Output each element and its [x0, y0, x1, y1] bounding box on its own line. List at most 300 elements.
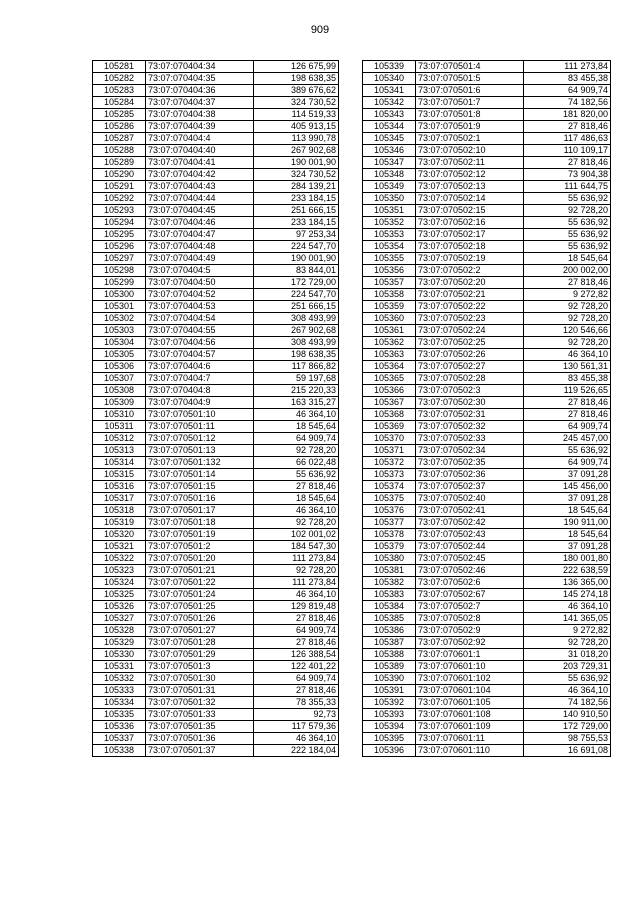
row-number-cell: 105378	[363, 529, 416, 541]
value-cell: 18 545,64	[524, 529, 611, 541]
row-number-cell: 105301	[93, 301, 146, 313]
row-number-cell: 105375	[363, 493, 416, 505]
value-cell: 16 691,08	[524, 745, 611, 757]
table-row	[93, 565, 339, 577]
table-row	[363, 373, 611, 385]
cadastral-number-cell: 73:07:070501:32	[146, 697, 254, 709]
value-cell: 251 666,15	[254, 205, 339, 217]
table-row	[93, 721, 339, 733]
row-number-cell: 105374	[363, 481, 416, 493]
value-cell: 203 729,31	[524, 661, 611, 673]
table-row	[363, 445, 611, 457]
value-cell: 18 545,64	[524, 253, 611, 265]
cadastral-number-cell: 73:07:070404:41	[146, 157, 254, 169]
value-cell: 130 561,31	[524, 361, 611, 373]
cadastral-number-cell: 73:07:070404:38	[146, 109, 254, 121]
cadastral-number-cell: 73:07:070501:36	[146, 733, 254, 745]
value-cell: 405 913,15	[254, 121, 339, 133]
value-cell: 64 909,74	[524, 457, 611, 469]
row-number-cell: 105313	[93, 445, 146, 457]
value-cell: 324 730,52	[254, 169, 339, 181]
table-row	[363, 241, 611, 253]
table-row	[93, 601, 339, 613]
row-number-cell: 105336	[93, 721, 146, 733]
table-row	[363, 289, 611, 301]
table-row	[93, 169, 339, 181]
row-number-cell: 105285	[93, 109, 146, 121]
table-row	[363, 745, 611, 757]
row-number-cell: 105382	[363, 577, 416, 589]
table-row	[93, 673, 339, 685]
row-number-cell: 105304	[93, 337, 146, 349]
value-cell: 31 018,20	[524, 649, 611, 661]
value-cell: 111 644,75	[524, 181, 611, 193]
value-cell: 9 272,82	[524, 289, 611, 301]
cadastral-number-cell: 73:07:070404:8	[146, 385, 254, 397]
value-cell: 92 728,20	[524, 637, 611, 649]
value-cell: 190 911,00	[524, 517, 611, 529]
row-number-cell: 105319	[93, 517, 146, 529]
row-number-cell: 105355	[363, 253, 416, 265]
cadastral-number-cell: 73:07:070502:31	[416, 409, 524, 421]
table-row	[363, 529, 611, 541]
table-row	[93, 61, 339, 73]
cadastral-number-cell: 73:07:070502:3	[416, 385, 524, 397]
value-cell: 145 274,18	[524, 589, 611, 601]
value-cell: 37 091,28	[524, 469, 611, 481]
value-cell: 27 818,46	[524, 397, 611, 409]
value-cell: 59 197,68	[254, 373, 339, 385]
table-row	[93, 85, 339, 97]
cadastral-number-cell: 73:07:070502:15	[416, 205, 524, 217]
table-row	[363, 229, 611, 241]
table-row	[93, 613, 339, 625]
value-cell: 9 272,82	[524, 625, 611, 637]
row-number-cell: 105314	[93, 457, 146, 469]
cadastral-number-cell: 73:07:070501:16	[146, 493, 254, 505]
table-row	[93, 529, 339, 541]
value-cell: 267 902,68	[254, 325, 339, 337]
value-cell: 117 579,36	[254, 721, 339, 733]
row-number-cell: 105380	[363, 553, 416, 565]
cadastral-number-cell: 73:07:070501:17	[146, 505, 254, 517]
cadastral-number-cell: 73:07:070502:16	[416, 217, 524, 229]
row-number-cell: 105377	[363, 517, 416, 529]
row-number-cell: 105395	[363, 733, 416, 745]
value-cell: 74 182,56	[524, 697, 611, 709]
table-row	[363, 97, 611, 109]
cadastral-number-cell: 73:07:070404:5	[146, 265, 254, 277]
table-row	[363, 649, 611, 661]
row-number-cell: 105306	[93, 361, 146, 373]
row-number-cell: 105294	[93, 217, 146, 229]
row-number-cell: 105351	[363, 205, 416, 217]
value-cell: 92 728,20	[254, 565, 339, 577]
value-cell: 55 636,92	[524, 445, 611, 457]
value-cell: 83 455,38	[524, 73, 611, 85]
page-number: 909	[310, 24, 330, 36]
row-number-cell: 105295	[93, 229, 146, 241]
table-row	[93, 325, 339, 337]
cadastral-number-cell: 73:07:070502:67	[416, 589, 524, 601]
value-cell: 92 728,20	[524, 301, 611, 313]
value-cell: 92 728,20	[524, 337, 611, 349]
table-row	[93, 577, 339, 589]
table-row	[363, 721, 611, 733]
value-cell: 389 676,62	[254, 85, 339, 97]
cadastral-number-cell: 73:07:070502:32	[416, 421, 524, 433]
value-cell: 324 730,52	[254, 97, 339, 109]
cadastral-number-cell: 73:07:070404:39	[146, 121, 254, 133]
table-row	[93, 709, 339, 721]
table-row	[363, 193, 611, 205]
row-number-cell: 105303	[93, 325, 146, 337]
value-cell: 119 526,65	[524, 385, 611, 397]
row-number-cell: 105291	[93, 181, 146, 193]
cadastral-number-cell: 73:07:070502:46	[416, 565, 524, 577]
value-cell: 198 638,35	[254, 73, 339, 85]
table-row	[93, 193, 339, 205]
value-cell: 78 355,33	[254, 697, 339, 709]
row-number-cell: 105339	[363, 61, 416, 73]
row-number-cell: 105308	[93, 385, 146, 397]
cadastral-number-cell: 73:07:070404:53	[146, 301, 254, 313]
value-cell: 66 022,48	[254, 457, 339, 469]
table-row	[93, 277, 339, 289]
table-row	[363, 421, 611, 433]
cadastral-number-cell: 73:07:070404:36	[146, 85, 254, 97]
value-cell: 141 365,05	[524, 613, 611, 625]
row-number-cell: 105322	[93, 553, 146, 565]
cadastral-number-cell: 73:07:070501:4	[416, 61, 524, 73]
value-cell: 97 253,34	[254, 229, 339, 241]
value-cell: 46 364,10	[524, 601, 611, 613]
table-row	[93, 349, 339, 361]
cadastral-number-cell: 73:07:070502:30	[416, 397, 524, 409]
table-row	[363, 277, 611, 289]
value-cell: 64 909,74	[254, 433, 339, 445]
value-cell: 46 364,10	[254, 409, 339, 421]
row-number-cell: 105302	[93, 313, 146, 325]
cadastral-number-cell: 73:07:070501:21	[146, 565, 254, 577]
table-row	[363, 517, 611, 529]
cadastral-number-cell: 73:07:070502:28	[416, 373, 524, 385]
cadastral-number-cell: 73:07:070501:20	[146, 553, 254, 565]
value-cell: 136 365,00	[524, 577, 611, 589]
cadastral-number-cell: 73:07:070501:13	[146, 445, 254, 457]
cadastral-number-cell: 73:07:070502:1	[416, 133, 524, 145]
row-number-cell: 105396	[363, 745, 416, 757]
table-row	[363, 661, 611, 673]
cadastral-number-cell: 73:07:070404:46	[146, 217, 254, 229]
row-number-cell: 105324	[93, 577, 146, 589]
row-number-cell: 105343	[363, 109, 416, 121]
value-cell: 140 910,50	[524, 709, 611, 721]
table-row	[363, 217, 611, 229]
row-number-cell: 105350	[363, 193, 416, 205]
row-number-cell: 105283	[93, 85, 146, 97]
value-cell: 190 001,90	[254, 157, 339, 169]
cadastral-number-cell: 73:07:070502:37	[416, 481, 524, 493]
cadastral-number-cell: 73:07:070501:18	[146, 517, 254, 529]
table-row	[93, 253, 339, 265]
value-cell: 55 636,92	[524, 673, 611, 685]
cadastral-number-cell: 73:07:070404:54	[146, 313, 254, 325]
row-number-cell: 105354	[363, 241, 416, 253]
table-row	[93, 493, 339, 505]
row-number-cell: 105348	[363, 169, 416, 181]
table-row	[363, 553, 611, 565]
row-number-cell: 105344	[363, 121, 416, 133]
value-cell: 46 364,10	[254, 733, 339, 745]
table-row	[363, 397, 611, 409]
row-number-cell: 105369	[363, 421, 416, 433]
table-row	[363, 457, 611, 469]
cadastral-number-cell: 73:07:070501:7	[416, 97, 524, 109]
cadastral-number-cell: 73:07:070501:26	[146, 613, 254, 625]
table-row	[93, 589, 339, 601]
table-row	[363, 337, 611, 349]
table-row	[93, 121, 339, 133]
value-cell: 27 818,46	[254, 613, 339, 625]
table-row	[93, 445, 339, 457]
table-row	[93, 433, 339, 445]
cadastral-number-cell: 73:07:070404:48	[146, 241, 254, 253]
value-cell: 111 273,84	[254, 553, 339, 565]
table-row	[363, 181, 611, 193]
row-number-cell: 105371	[363, 445, 416, 457]
row-number-cell: 105359	[363, 301, 416, 313]
row-number-cell: 105379	[363, 541, 416, 553]
table-row	[363, 145, 611, 157]
table-row	[363, 589, 611, 601]
cadastral-number-cell: 73:07:070502:10	[416, 145, 524, 157]
table-row	[93, 637, 339, 649]
cadastral-number-cell: 73:07:070404:45	[146, 205, 254, 217]
value-cell: 129 819,48	[254, 601, 339, 613]
row-number-cell: 105315	[93, 469, 146, 481]
value-cell: 110 109,17	[524, 145, 611, 157]
cadastral-number-cell: 73:07:070404:4	[146, 133, 254, 145]
cadastral-number-cell: 73:07:070501:29	[146, 649, 254, 661]
cadastral-number-cell: 73:07:070502:23	[416, 313, 524, 325]
cadastral-number-cell: 73:07:070601:104	[416, 685, 524, 697]
cadastral-number-cell: 73:07:070502:19	[416, 253, 524, 265]
value-cell: 92 728,20	[254, 517, 339, 529]
value-cell: 126 675,99	[254, 61, 339, 73]
row-number-cell: 105321	[93, 541, 146, 553]
row-number-cell: 105337	[93, 733, 146, 745]
table-row	[363, 613, 611, 625]
cadastral-number-cell: 73:07:070501:9	[416, 121, 524, 133]
cadastral-number-cell: 73:07:070502:18	[416, 241, 524, 253]
cadastral-number-cell: 73:07:070502:34	[416, 445, 524, 457]
row-number-cell: 105360	[363, 313, 416, 325]
row-number-cell: 105329	[93, 637, 146, 649]
cadastral-number-cell: 73:07:070501:5	[416, 73, 524, 85]
table-row	[93, 373, 339, 385]
table-row	[93, 397, 339, 409]
value-cell: 64 909,74	[254, 625, 339, 637]
cadastral-number-cell: 73:07:070502:43	[416, 529, 524, 541]
value-cell: 200 002,00	[524, 265, 611, 277]
row-number-cell: 105376	[363, 505, 416, 517]
cadastral-number-cell: 73:07:070501:8	[416, 109, 524, 121]
cadastral-number-cell: 73:07:070404:49	[146, 253, 254, 265]
table-row	[93, 469, 339, 481]
row-number-cell: 105356	[363, 265, 416, 277]
row-number-cell: 105393	[363, 709, 416, 721]
table-row	[363, 313, 611, 325]
value-cell: 102 001,02	[254, 529, 339, 541]
table-row	[93, 685, 339, 697]
cadastral-number-cell: 73:07:070501:27	[146, 625, 254, 637]
row-number-cell: 105310	[93, 409, 146, 421]
row-number-cell: 105363	[363, 349, 416, 361]
value-cell: 308 493,99	[254, 313, 339, 325]
table-row	[363, 601, 611, 613]
row-number-cell: 105334	[93, 697, 146, 709]
cadastral-number-cell: 73:07:070404:37	[146, 97, 254, 109]
row-number-cell: 105367	[363, 397, 416, 409]
cadastral-number-cell: 73:07:070502:11	[416, 157, 524, 169]
cadastral-number-cell: 73:07:070502:17	[416, 229, 524, 241]
row-number-cell: 105384	[363, 601, 416, 613]
row-number-cell: 105388	[363, 649, 416, 661]
cadastral-number-cell: 73:07:070601:105	[416, 697, 524, 709]
value-cell: 233 184,15	[254, 193, 339, 205]
table-row	[93, 301, 339, 313]
row-number-cell: 105307	[93, 373, 146, 385]
value-cell: 55 636,92	[524, 229, 611, 241]
value-cell: 64 909,74	[524, 85, 611, 97]
value-cell: 117 866,82	[254, 361, 339, 373]
value-cell: 64 909,74	[524, 421, 611, 433]
table-row	[363, 169, 611, 181]
table-row	[363, 253, 611, 265]
value-cell: 145 456,00	[524, 481, 611, 493]
table-row	[363, 409, 611, 421]
table-row	[93, 241, 339, 253]
cadastral-number-cell: 73:07:070501:31	[146, 685, 254, 697]
row-number-cell: 105318	[93, 505, 146, 517]
cadastral-number-cell: 73:07:070501:35	[146, 721, 254, 733]
value-cell: 46 364,10	[254, 505, 339, 517]
table-row	[93, 385, 339, 397]
row-number-cell: 105372	[363, 457, 416, 469]
cadastral-number-cell: 73:07:070501:28	[146, 637, 254, 649]
cadastral-number-cell: 73:07:070502:14	[416, 193, 524, 205]
row-number-cell: 105317	[93, 493, 146, 505]
row-number-cell: 105349	[363, 181, 416, 193]
row-number-cell: 105357	[363, 277, 416, 289]
value-cell: 18 545,64	[254, 421, 339, 433]
value-cell: 111 273,84	[254, 577, 339, 589]
value-cell: 27 818,46	[524, 277, 611, 289]
row-number-cell: 105328	[93, 625, 146, 637]
table-row	[363, 205, 611, 217]
row-number-cell: 105340	[363, 73, 416, 85]
table-row	[93, 661, 339, 673]
row-number-cell: 105368	[363, 409, 416, 421]
value-cell: 27 818,46	[524, 121, 611, 133]
cadastral-number-cell: 73:07:070501:2	[146, 541, 254, 553]
cadastral-number-cell: 73:07:070502:12	[416, 169, 524, 181]
table-row	[93, 181, 339, 193]
table-row	[363, 433, 611, 445]
value-cell: 126 388,54	[254, 649, 339, 661]
table-row	[93, 541, 339, 553]
cadastral-number-cell: 73:07:070501:25	[146, 601, 254, 613]
row-number-cell: 105341	[363, 85, 416, 97]
row-number-cell: 105338	[93, 745, 146, 757]
row-number-cell: 105383	[363, 589, 416, 601]
row-number-cell: 105335	[93, 709, 146, 721]
cadastral-number-cell: 73:07:070404:7	[146, 373, 254, 385]
table-row	[363, 541, 611, 553]
cadastral-number-cell: 73:07:070404:50	[146, 277, 254, 289]
cadastral-number-cell: 73:07:070501:30	[146, 673, 254, 685]
cadastral-number-cell: 73:07:070502:35	[416, 457, 524, 469]
value-cell: 172 729,00	[524, 721, 611, 733]
value-cell: 122 401,22	[254, 661, 339, 673]
table-row	[363, 493, 611, 505]
value-cell: 92 728,20	[254, 445, 339, 457]
row-number-cell: 105325	[93, 589, 146, 601]
cadastral-number-cell: 73:07:070501:11	[146, 421, 254, 433]
row-number-cell: 105282	[93, 73, 146, 85]
cadastral-number-cell: 73:07:070502:2	[416, 265, 524, 277]
table-row	[363, 481, 611, 493]
value-cell: 37 091,28	[524, 541, 611, 553]
value-cell: 73 904,38	[524, 169, 611, 181]
row-number-cell: 105300	[93, 289, 146, 301]
value-cell: 233 184,15	[254, 217, 339, 229]
row-number-cell: 105288	[93, 145, 146, 157]
value-cell: 46 364,10	[254, 589, 339, 601]
table-row	[93, 505, 339, 517]
table-row	[93, 97, 339, 109]
cadastral-number-cell: 73:07:070502:44	[416, 541, 524, 553]
cadastral-number-cell: 73:07:070404:55	[146, 325, 254, 337]
table-row	[93, 457, 339, 469]
row-number-cell: 105327	[93, 613, 146, 625]
cadastral-number-cell: 73:07:070502:27	[416, 361, 524, 373]
cadastral-number-cell: 73:07:070502:25	[416, 337, 524, 349]
table-row	[363, 85, 611, 97]
table-row	[93, 73, 339, 85]
row-number-cell: 105353	[363, 229, 416, 241]
table-row	[93, 481, 339, 493]
table-row	[363, 73, 611, 85]
cadastral-number-cell: 73:07:070404:44	[146, 193, 254, 205]
value-cell: 172 729,00	[254, 277, 339, 289]
table-row	[93, 229, 339, 241]
cadastral-number-cell: 73:07:070601:109	[416, 721, 524, 733]
cadastral-number-cell: 73:07:070404:9	[146, 397, 254, 409]
row-number-cell: 105333	[93, 685, 146, 697]
row-number-cell: 105330	[93, 649, 146, 661]
row-number-cell: 105305	[93, 349, 146, 361]
value-cell: 222 184,04	[254, 745, 339, 757]
table-row	[363, 505, 611, 517]
cadastral-number-cell: 73:07:070502:92	[416, 637, 524, 649]
row-number-cell: 105365	[363, 373, 416, 385]
row-number-cell: 105370	[363, 433, 416, 445]
value-cell: 120 546,66	[524, 325, 611, 337]
value-cell: 55 636,92	[524, 217, 611, 229]
row-number-cell: 105347	[363, 157, 416, 169]
